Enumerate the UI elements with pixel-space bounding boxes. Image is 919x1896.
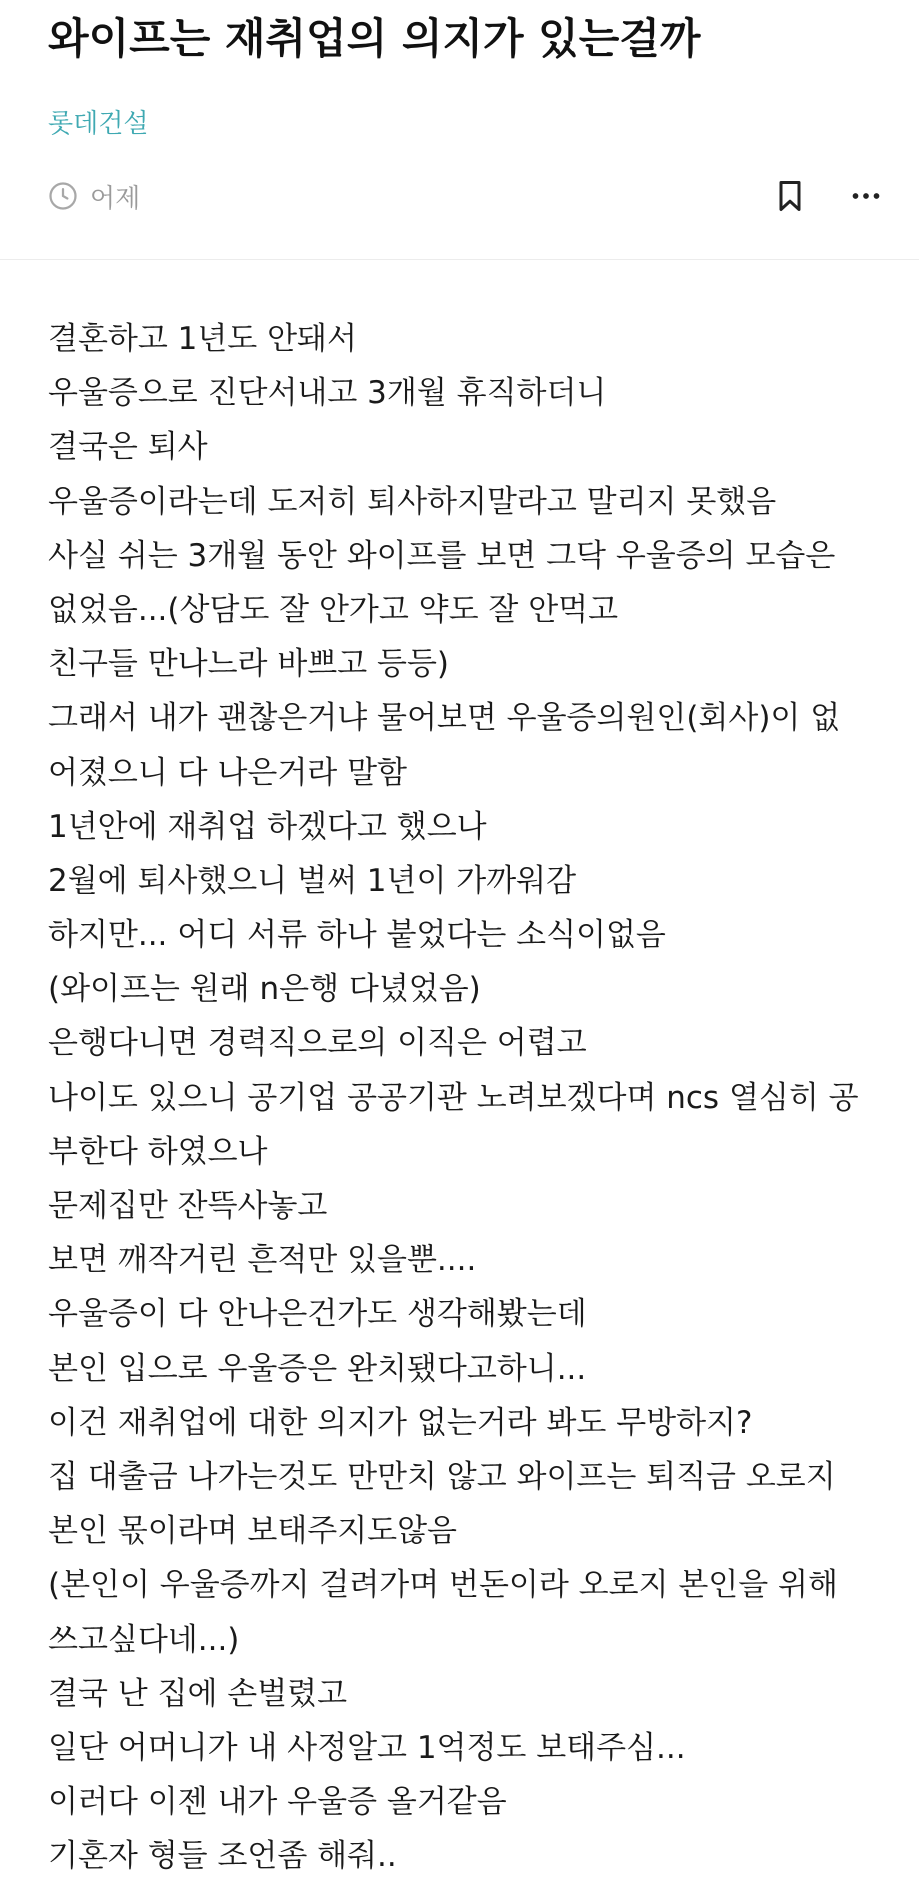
body-line: 그래서 내가 괜찮은거냐 물어보면 우울증의원인(회사)이 없 xyxy=(48,700,841,737)
body-line: 나이도 있으니 공기업 공공기관 노려보겠다며 ncs 열심히 공 xyxy=(48,1079,859,1116)
body-line: 우울증이라는데 도저히 퇴사하지말라고 말리지 못했음 xyxy=(48,483,777,520)
post-title: 와이프는 재취업의 의지가 있는걸까 xyxy=(48,14,701,63)
more-icon[interactable] xyxy=(848,178,884,214)
body-line: 우울증으로 진단서내고 3개월 휴직하더니 xyxy=(48,375,607,412)
body-line: 결국은 퇴사 xyxy=(48,429,208,466)
body-line: 결국 난 집에 손벌렸고 xyxy=(48,1675,348,1712)
body-line: 부한다 하였으나 xyxy=(48,1133,268,1170)
body-line: 보면 깨작거린 흔적만 있을뿐.... xyxy=(48,1242,477,1279)
body-line: 본인 입으로 우울증은 완치됐다고하니... xyxy=(48,1350,587,1387)
post-time: 어제 xyxy=(90,183,141,214)
body-line: 사실 쉬는 3개월 동안 와이프를 보면 그닥 우울증의 모습은 xyxy=(48,537,836,574)
body-line: 문제집만 잔뜩사놓고 xyxy=(48,1188,328,1224)
body-line: 은행다니면 경력직으로의 이직은 어렵고 xyxy=(48,1025,587,1062)
clock-icon xyxy=(48,181,78,211)
body-line: 일단 어머니가 내 사정알고 1억정도 보태주심... xyxy=(48,1729,686,1766)
body-line: 우울증이 다 안나은건가도 생각해봤는데 xyxy=(48,1296,587,1333)
body-line: (본인이 우울증까지 걸려가며 번돈이라 오로지 본인을 위해 xyxy=(48,1567,838,1604)
body-line: 1년안에 재취업 하겠다고 했으나 xyxy=(48,808,487,845)
body-line: 쓰고싶다네...) xyxy=(48,1621,240,1658)
post-header xyxy=(0,0,919,260)
body-line: 하지만... 어디 서류 하나 붙었다는 소식이없음 xyxy=(48,917,666,954)
body-line: 이건 재취업에 대한 의지가 없는거라 봐도 무방하지? xyxy=(48,1404,753,1441)
post-body xyxy=(48,312,888,1883)
company-link[interactable]: 롯데건설 xyxy=(48,109,149,139)
body-line: 집 대출금 나가는것도 만만치 않고 와이프는 퇴직금 오로지 xyxy=(48,1458,836,1495)
post-meta xyxy=(48,176,140,216)
body-line: 본인 몫이라며 보태주지도않음 xyxy=(48,1513,458,1550)
body-line: 2월에 퇴사했으니 벌써 1년이 가까워감 xyxy=(48,862,577,899)
bookmark-icon[interactable] xyxy=(772,178,808,214)
body-line: 어졌으니 다 나은거라 말함 xyxy=(48,754,407,791)
body-line: 친구들 만나느라 바쁘고 등등) xyxy=(48,646,450,683)
body-line: 이러다 이젠 내가 우울증 올거같음 xyxy=(48,1784,507,1821)
body-line: 결혼하고 1년도 안돼서 xyxy=(48,321,357,357)
body-line: 기혼자 형들 조언좀 해줘.. xyxy=(48,1838,397,1875)
body-line: 없었음...(상담도 잘 안가고 약도 잘 안먹고 xyxy=(48,591,619,628)
body-line: (와이프는 원래 n은행 다녔었음) xyxy=(48,971,481,1008)
